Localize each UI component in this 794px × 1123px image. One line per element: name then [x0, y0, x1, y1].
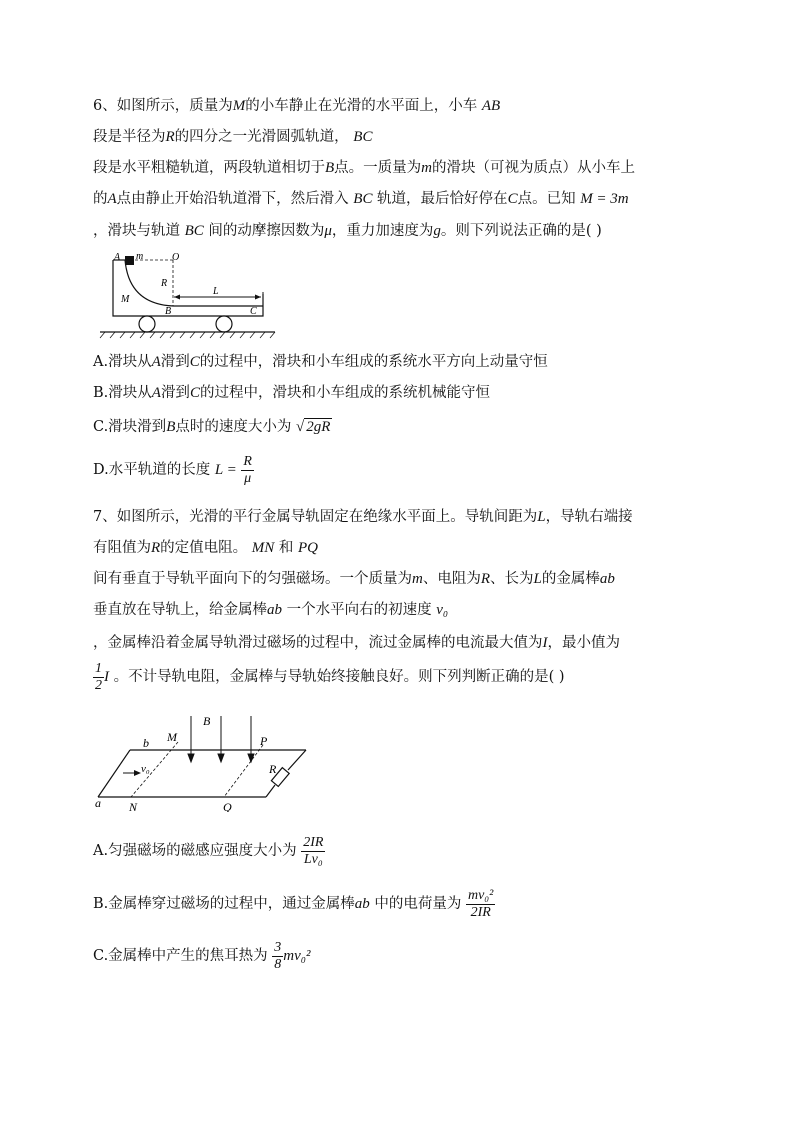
- fraction-one-half: $\frac{1}{2}$: [95, 660, 102, 693]
- q7-line-4: 垂直放在导轨上，给金属棒ab 一个水平向右的初速度 v₀: [93, 602, 449, 618]
- q7-rail-diagram: [93, 712, 313, 812]
- q7-line-3: 间有垂直于导轨平面向下的匀强磁场。一个质量为m、电阻为R、长为L的金属棒ab: [93, 571, 615, 587]
- fraction-2IR-over-Lv0: $\frac{2IR}{\text{Lv₀}}$: [303, 834, 324, 867]
- label-M: M: [121, 294, 130, 305]
- label-C: C: [250, 306, 257, 317]
- q7-line-5: ，金属棒沿着金属导轨滑过磁场的过程中，流过金属棒的电流最大值为I，最小值为: [93, 635, 620, 651]
- q7-option-b: B.金属棒穿过磁场的过程中，通过金属棒ab 中的电荷量为 $\frac{\text{mv₀²}}{2IR}$: [93, 887, 494, 920]
- label-P: P: [260, 734, 268, 748]
- q7-line-2: 有阻值为R的定值电阻。 MN 和 PQ: [93, 540, 318, 556]
- fraction-three-eighths: $\frac{3}{8}$: [274, 939, 282, 972]
- q6-option-a: A.滑块从A滑到C的过程中，滑块和小车组成的系统水平方向上动量守恒: [93, 354, 548, 370]
- label-a: a: [95, 796, 101, 810]
- q7-option-c: C.金属棒中产生的焦耳热为 $\frac{3}{8}$ mv₀²: [93, 939, 311, 972]
- boundary-PQ: [224, 745, 263, 797]
- velocity-arrow-head: [134, 770, 141, 776]
- fraction-R-over-mu: $\frac{R}{\mu}$: [243, 453, 252, 486]
- ground-hatching: [100, 332, 275, 338]
- wheel-right: [216, 316, 232, 332]
- right-connector-lower: [266, 785, 275, 797]
- label-M: M: [167, 730, 177, 744]
- cart-outline: [113, 260, 263, 316]
- q6-line-2: 段是半径为R的四分之一光滑圆弧轨道， BC: [93, 129, 373, 145]
- q6-cart-diagram: [95, 248, 280, 340]
- q6-line-4: 的A点由静止开始沿轨道滑下，然后滑入 BC 轨道，最后恰好停在C点。已知 M = 3m: [93, 191, 629, 207]
- label-R: R: [269, 762, 277, 776]
- q6-line-1: 6、如图所示，质量为M的小车静止在光滑的水平面上，小车 AB: [93, 98, 501, 114]
- q6-option-c: C.滑块滑到B点时的速度大小为 √ 2gR: [93, 419, 331, 435]
- magnetic-field-arrows: [188, 716, 254, 762]
- label-R: R: [161, 278, 168, 289]
- label-A: A: [114, 252, 121, 263]
- slider-block: [125, 256, 134, 265]
- right-connector-upper: [288, 750, 306, 770]
- q6-option-d: D.水平轨道的长度 L = $\frac{R}{\mu}$: [93, 453, 252, 486]
- label-B: B: [165, 306, 172, 317]
- length-arrow-head-right: [255, 295, 261, 300]
- label-m: m: [136, 251, 144, 262]
- q6-line-5: ，滑块与轨道 BC 间的动摩擦因数为μ，重力加速度为g。则下列说法正确的是( ): [93, 223, 602, 239]
- label-L: L: [213, 286, 219, 297]
- label-Q: Q: [223, 800, 232, 812]
- label-B-field: B: [203, 714, 211, 728]
- q7-option-a: A.匀强磁场的磁感应强度大小为 $\frac{2IR}{\text{Lv₀}}$: [93, 834, 324, 867]
- wheel-left: [139, 316, 155, 332]
- fraction-mv0sq-over-2IR: $\frac{\text{mv₀²}}{2IR}$: [467, 887, 494, 920]
- q6-option-b: B.滑块从A滑到C的过程中，滑块和小车组成的系统机械能守恒: [93, 385, 490, 401]
- sqrt-expression: √ 2gR: [295, 419, 331, 435]
- label-b: b: [143, 736, 149, 750]
- length-arrow-head-left: [174, 295, 180, 300]
- label-v0: v₀: [141, 763, 150, 775]
- label-O: O: [172, 252, 180, 263]
- label-N: N: [129, 800, 138, 812]
- q7-line-6: $\frac{1}{2}$ I 。不计导轨电阻，金属棒与导轨始终接触良好。则下列判断正确的是( ): [95, 660, 565, 693]
- q6-line-3: 段是水平粗糙轨道，两段轨道相切于B点。一质量为m的滑块（可视为质点）从小车上: [93, 160, 636, 176]
- q7-line-1: 7、如图所示，光滑的平行金属导轨固定在绝缘水平面上。导轨间距为L，导轨右端接: [93, 509, 633, 525]
